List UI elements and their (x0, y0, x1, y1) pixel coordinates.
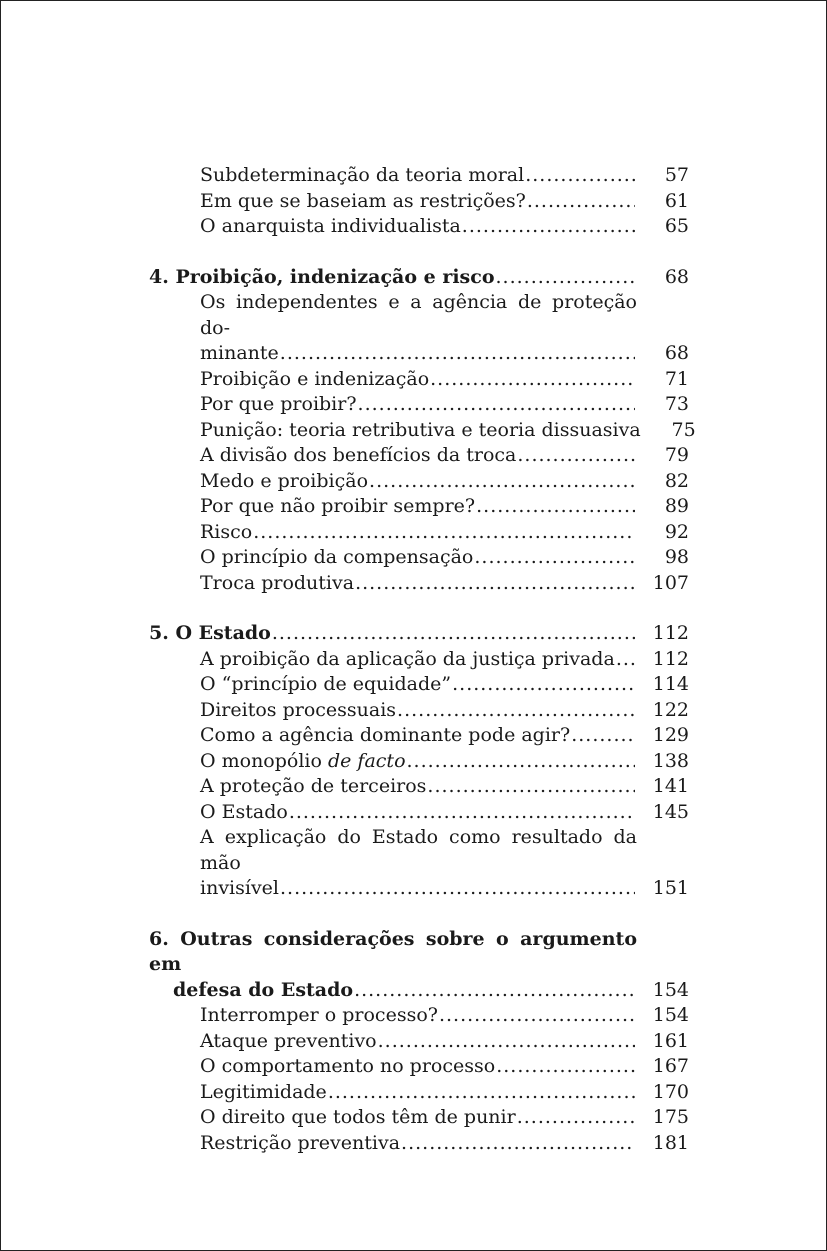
toc-entry-line1[interactable]: Os independentes e a agência de proteção do- (200, 291, 637, 339)
leader-dots (355, 571, 635, 597)
toc-entry-title: A proibição da aplicação da justiça privada (200, 647, 615, 670)
toc-entry[interactable] (149, 1003, 689, 1029)
toc-entry[interactable] (149, 672, 689, 698)
toc-entry[interactable] (149, 774, 689, 800)
toc-entry-page: 161 (652, 1029, 689, 1052)
leader-dots (474, 545, 635, 571)
toc-entry-title: Proibição e indenização (200, 367, 430, 390)
toc-entry-page: 92 (664, 520, 689, 543)
toc-entry-page: 129 (652, 724, 689, 746)
toc-entry-page: 75 (671, 418, 696, 441)
toc-entry-page: 154 (652, 1004, 689, 1026)
toc-entry-page: 68 (664, 342, 689, 364)
toc-entry-page: 112 (652, 647, 689, 670)
toc-entry-title: Medo e proibição (200, 469, 369, 492)
toc-entry-page: 65 (664, 215, 689, 237)
table-of-contents (149, 163, 696, 1156)
toc-entry-line1[interactable]: A explicação do Estado como resultado da mão (200, 826, 637, 874)
leader-dots (430, 367, 635, 393)
toc-entry-title: Interromper o processo? (200, 1004, 438, 1026)
toc-entry[interactable] (149, 698, 689, 724)
toc-entry[interactable] (149, 749, 689, 775)
toc-entry-page: 151 (652, 877, 689, 899)
toc-entry-page: 114 (652, 673, 689, 695)
toc-entry-title: Ataque preventivo (200, 1029, 377, 1052)
toc-entry-title: A proteção de terceiros (200, 775, 427, 797)
toc-entry[interactable] (149, 723, 689, 749)
toc-entry-page: 98 (664, 546, 689, 568)
toc-entry-title: O comportamento no processo (200, 1055, 496, 1077)
chapter-title: 5. O Estado (149, 622, 271, 644)
toc-entry-page: 145 (652, 800, 689, 823)
leader-dots (354, 978, 635, 1004)
toc-entry-page: 181 (652, 1131, 689, 1154)
toc-entry-page: 71 (664, 367, 689, 390)
toc-entry-title: Subdeterminação da teoria moral (200, 164, 525, 186)
toc-entry-title: O “princípio de equidade” (200, 673, 452, 695)
toc-entry[interactable] (149, 647, 689, 673)
leader-dots (496, 1054, 635, 1080)
chapter-5-heading[interactable] (149, 621, 689, 647)
leader-dots (476, 494, 635, 520)
toc-entry-page: 79 (664, 444, 689, 466)
toc-entry[interactable] (149, 1029, 689, 1055)
toc-entry-title: Risco (200, 520, 253, 543)
toc-entry-page: 61 (664, 189, 689, 212)
chapter-4-heading[interactable] (149, 265, 689, 291)
toc-entry[interactable] (149, 443, 689, 469)
toc-entry[interactable] (149, 800, 689, 826)
leader-dots (369, 469, 635, 495)
toc-entry-title: O direito que todos têm de punir (200, 1106, 516, 1128)
toc-entry[interactable] (149, 494, 689, 520)
leader-dots (527, 189, 635, 215)
leader-dots (280, 341, 635, 367)
chapter-title: defesa do Estado (173, 978, 354, 1001)
leader-dots (496, 265, 636, 291)
toc-entry-title: Em que se baseiam as restrições? (200, 189, 526, 212)
leader-dots (517, 1105, 635, 1131)
toc-entry-page: 141 (652, 775, 689, 797)
toc-entry[interactable] (149, 367, 689, 393)
toc-entry-title: O anarquista individualista (200, 215, 461, 237)
leader-dots (328, 1080, 635, 1106)
leader-dots (616, 647, 635, 673)
leader-dots (378, 1029, 635, 1055)
toc-entry[interactable] (149, 1054, 689, 1080)
toc-entry-page: 73 (664, 393, 689, 415)
toc-entry-title: A divisão dos benefícios da troca (200, 444, 517, 466)
leader-dots (289, 800, 635, 826)
chapter-6-heading[interactable] (149, 978, 689, 1004)
toc-entry-title: Direitos processuais (200, 698, 397, 721)
toc-entry-page: 167 (652, 1055, 689, 1077)
chapter-6-heading-line1[interactable]: 6. Outras considerações sobre o argumento em (149, 927, 637, 975)
title-text: O monopólio (200, 749, 328, 772)
leader-dots (439, 1003, 635, 1029)
leader-dots (462, 214, 635, 240)
leader-dots (272, 621, 635, 647)
leader-dots (401, 1131, 635, 1157)
leader-dots (452, 672, 635, 698)
title-italic: de facto (327, 749, 406, 772)
toc-entry[interactable] (149, 1105, 689, 1131)
toc-entry-title: O princípio da compensação (200, 546, 474, 568)
toc-entry[interactable] (149, 418, 696, 444)
toc-entry[interactable] (149, 341, 689, 367)
toc-entry-page: 138 (652, 749, 689, 772)
toc-entry-title: invisível (200, 877, 280, 899)
toc-entry-title: Troca produtiva (200, 571, 355, 594)
chapter-page: 154 (652, 978, 689, 1001)
toc-entry[interactable] (149, 392, 689, 418)
toc-entry[interactable] (149, 469, 689, 495)
toc-entry-page: 57 (664, 164, 689, 186)
toc-entry-title: Punição: teoria retributiva e teoria dissuasiva (200, 418, 641, 441)
chapter-title: 4. Proibição, indenização e risco (149, 265, 495, 288)
leader-dots (397, 698, 635, 724)
leader-dots (571, 723, 635, 749)
toc-entry[interactable] (149, 189, 689, 215)
toc-entry[interactable] (149, 1080, 689, 1106)
toc-entry-page: 89 (664, 495, 689, 517)
toc-entry-page: 122 (652, 698, 689, 721)
toc-entry[interactable] (149, 214, 689, 240)
toc-entry[interactable] (149, 571, 689, 597)
toc-entry-title: Restrição preventiva (200, 1131, 401, 1154)
chapter-page: 112 (652, 622, 689, 644)
toc-entry-title (200, 749, 406, 775)
leader-dots (280, 876, 635, 902)
toc-entry-page: 107 (652, 571, 689, 594)
toc-entry-title: Por que não proibir sempre? (200, 495, 476, 517)
leader-dots (358, 392, 635, 418)
toc-entry[interactable] (149, 876, 689, 902)
toc-entry-page: 175 (652, 1106, 689, 1128)
toc-entry-title: Como a agência dominante pode agir? (200, 724, 571, 746)
toc-entry[interactable] (149, 1131, 689, 1157)
toc-entry-title: Por que proibir? (200, 393, 357, 415)
toc-entry-page: 170 (652, 1080, 689, 1103)
leader-dots (407, 749, 635, 775)
toc-entry-title: Legitimidade (200, 1080, 327, 1103)
toc-entry-title: O Estado (200, 800, 288, 823)
leader-dots (517, 443, 635, 469)
leader-dots (525, 163, 635, 189)
toc-entry[interactable] (149, 520, 689, 546)
toc-entry-page: 82 (664, 469, 689, 492)
leader-dots (427, 774, 635, 800)
chapter-page: 68 (664, 265, 689, 288)
toc-entry-title: minante (200, 342, 279, 364)
toc-entry[interactable] (149, 163, 689, 189)
toc-entry[interactable] (149, 545, 689, 571)
leader-dots (253, 520, 635, 546)
